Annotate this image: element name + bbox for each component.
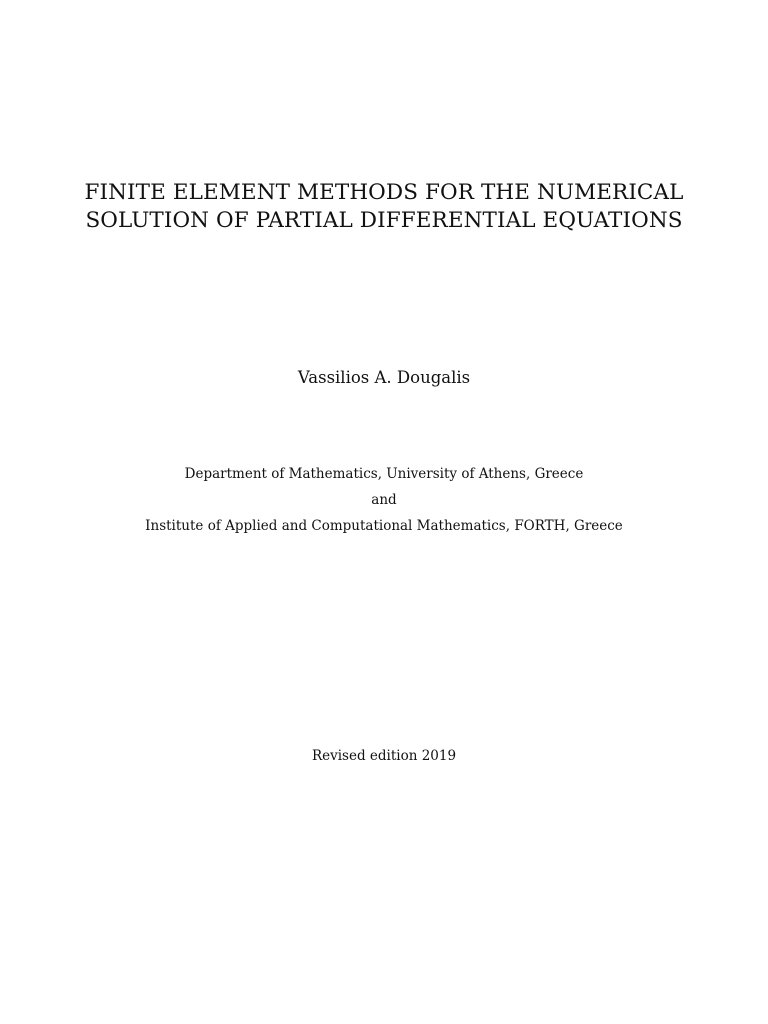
edition-note: Revised edition 2019 xyxy=(311,748,457,764)
affiliation-university: Department of Mathematics, University of Athens, Greece xyxy=(184,466,584,482)
document-title-line-2: SOLUTION OF PARTIAL DIFFERENTIAL EQUATIONS xyxy=(85,208,683,233)
affiliation-institute: Institute of Applied and Computational Mathematics, FORTH, Greece xyxy=(145,518,623,534)
affiliation-conjunction: and xyxy=(371,492,397,508)
document-title-line-1: FINITE ELEMENT METHODS FOR THE NUMERICAL xyxy=(84,180,684,205)
author-name: Vassilios A. Dougalis xyxy=(297,368,471,387)
